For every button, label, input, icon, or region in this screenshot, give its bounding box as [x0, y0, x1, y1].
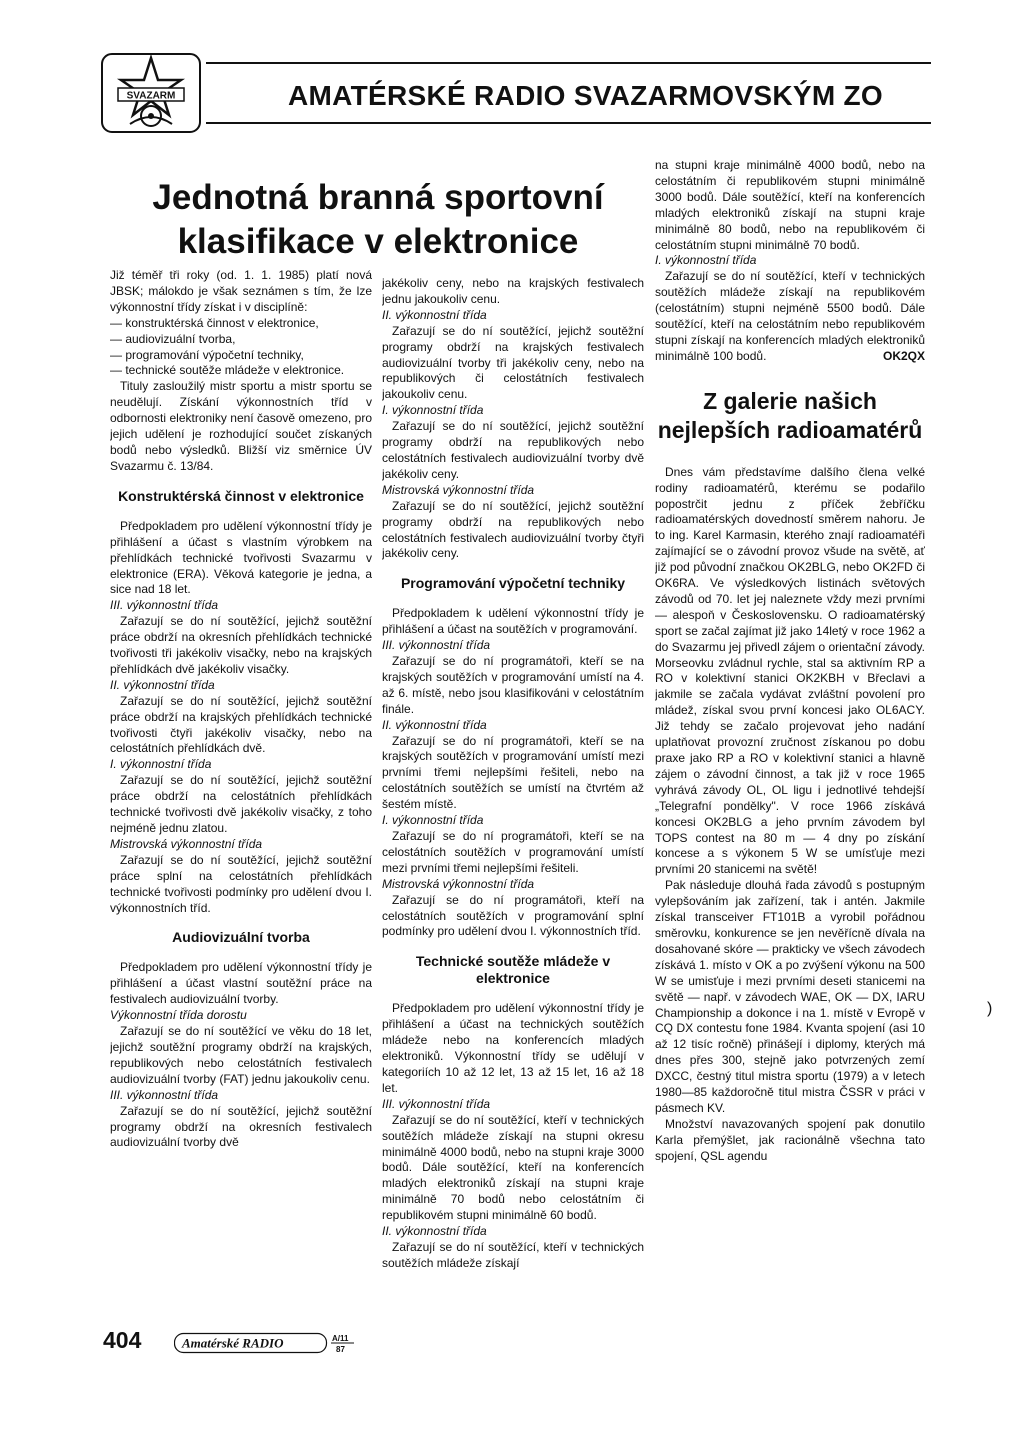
- class-text: Zařazují se do ní soutěžící, jejichž soutěžní práce obdrží na krajských přehlídkách technické tvořivosti čtyři jakékoliv visačky, nebo na celostátních přehlídkách dvě.: [110, 693, 372, 756]
- class-label: II. výkonnostní třída: [382, 307, 487, 322]
- class-text: Zařazují se do ní programátoři, kteří se na krajských soutěžích v programování umístí na 4. až 6. místě, nebo jsou klasifikováni v celostátním finále.: [382, 654, 644, 716]
- class-text: Zařazují se do ní soutěžící, jejichž soutěžní programy obdrží na okresních festivalech audiovizuální tvorby dvě: [110, 1103, 372, 1150]
- class-text: Zařazují se do ní soutěžící, jejichž soutěžní programy obdrží na krajských festivalech audiovizuální tvorby tři jakékoliv ceny, nebo na republikových či celostátních festivalech jakoukoliv cenu.: [382, 323, 644, 402]
- discipline-item: — technické soutěže mládeže v elektronice.: [110, 363, 345, 378]
- class-label: III. výkonnostní třída: [110, 1087, 219, 1102]
- class-label: III. výkonnostní třída: [382, 638, 491, 653]
- class-text: Zařazují se do ní soutěžící, jejichž soutěžní práce obdrží na okresních přehlídkách technické tvořivosti tři jakékoliv visačky, nebo na krajských přehlídkách dvě jakékoliv visačky.: [110, 614, 372, 676]
- class-label: III. výkonnostní třída: [382, 1096, 491, 1111]
- class-label: II. výkonnostní třída: [110, 677, 215, 692]
- section-heading: Technické soutěže mládeže v elektronice: [415, 953, 611, 987]
- paragraph: Dnes vám představíme dalšího člena velké rodiny radioamatérů, kterému se podařilo popostrčit jednu z příček žebříčku radioamatérských dovedností směrem nahoru. Je to ing. Karel Karmasin, kterého znají radioamatéři zajímající se o závodní provoz všude na světě, ať již pod původní značkou OK2BLG, nebo OK2FD či OK6RA. Ve výsledkových listinách světových závodů od 70. let jej naleznete vždy mezi prvními — alespoň v Československu. O radioamatérský sport se začal zajímat již jako 14letý v roce 1962 a do Svazarmu jej přivedl zájem o orientační závody. Morseovku zvládnul rychle, stal sa aktivním RP a RO v kolektivní stanici OK2KBH v Břeclavi a jakmile se začala vydávat zvláštní povolení pro mládež, získal svou první koncesi jako OL6ACY. Již tehdy se začalo projevovat jeho nadání uplatňovat provozní zručnost získanou po dobu praxe jako RP a RO v kolektivní stanici a hlavně zájem o závodní činnost, a tak již v roce 1965 vyhrává závody OL, OL ligu i jednotlivé tehdejší „Telegrafní pondělky". V roce 1966 získává koncesi OK2BLG a jeho prvním závodem byl TOPS contest na 80 m — 4 dny po získání koncese a s výkonem 5 W se umísťuje mezi prvními 20 stanicemi na světě!: [655, 464, 925, 877]
- issue-number: A/11: [332, 1334, 349, 1343]
- intro-paragraph: Již téměř tři roky (od. 1. 1. 1985) platí nová JBSK; málokdo je však seznámen s tím, že lze výkonnostní třídy získat i v disciplíně:: [110, 268, 372, 314]
- class-label: II. výkonnostní třída: [382, 1224, 487, 1239]
- class-text: Zařazují se do ní programátoři, kteří na celostátních soutěžích v programování splní podmínky pro udělení dvou I. výkonnostních tříd.: [382, 892, 644, 939]
- class-label: I. výkonnostní třída: [110, 757, 212, 772]
- class-text: Zařazují se do ní soutěžící, jejichž soutěžní programy obdrží na republikových nebo celostátních festivalech audiovizuální tvorby čtyři jakékoliv ceny.: [382, 498, 644, 561]
- class-text: Zařazují se do ní soutěžící, kteří v technických soutěžích mládeže získají na stupni okresu minimálně 4000 bodů, nebo na stupni kraje 3000 bodů. Dále soutěžící, kteří na konferencích mladých elektroniků získají na stupni kraje minimálně 70 bodů nebo celostátním či republikovém stupni minimálně 60 bodů.: [382, 1112, 644, 1223]
- discipline-item: — konstruktérská činnost v elektronice,: [110, 315, 319, 330]
- column-1: [110, 268, 372, 1348]
- class-label: Mistrovská výkonnostní třída: [382, 482, 535, 497]
- author-signature: OK2QX: [882, 348, 925, 363]
- class-label: II. výkonnostní třída: [382, 717, 487, 732]
- section-heading: Konstruktérská činnost v elektronice: [118, 487, 364, 504]
- magazine-logo-text: Amatérské RADIO: [182, 1335, 284, 1351]
- paragraph: Předpokladem pro udělení výkonnostní třídy je přihlášení a účast s vlastním výrobkem na přehlídkách technické tvořivosti Svazarmu v elektronice (ERA). Věková kategorie je jedna, a sice nad 18 let.: [110, 518, 372, 597]
- class-text: Zařazují se do ní soutěžící, kteří v technických soutěžích mládeže získají na republikovém (celostátním) stupni nejméně 5500 bodů. Dále soutěžící, kteří na celostátním nebo republikovém stupni získají na konferencích mladých elektroniků minimálně 100 bodů.: [655, 269, 925, 363]
- svazarm-emblem-icon: [100, 52, 202, 134]
- section-heading-galerie: Z galerie našich nejlepších radioamatérů: [657, 387, 923, 443]
- paragraph: jakékoliv ceny, nebo na krajských festivalech jednu jakoukoliv cenu.: [382, 276, 644, 306]
- class-label: III. výkonnostní třída: [110, 598, 219, 613]
- paragraph: Množství navazovaných spojení pak donutilo Karla přemýšlet, jak racionálně všechna tato spojení, QSL agendu: [655, 1116, 925, 1163]
- margin-mark: ): [987, 1000, 993, 1017]
- svazarm-logo: [100, 52, 202, 134]
- issue-year: 87: [336, 1345, 345, 1354]
- header-rule-bottom: [206, 122, 931, 124]
- class-text: Zařazují se do ní programátoři, kteří se na krajských soutěžích v programování umístí mezi prvními třemi nejlepšími řešiteli, nebo na celostátních soutěžích se umístí na čtvrtém až šestém místě.: [382, 733, 644, 812]
- class-label: Mistrovská výkonnostní třída: [382, 876, 535, 891]
- section-heading: Audiovizuální tvorba: [172, 929, 310, 946]
- paragraph: Předpokladem pro udělení výkonnostní třídy je přihlášení a účast na technických soutěžích mládeže nebo na konferencích mladých elektroniků. Výkonnostní třídy se udělují v kategoriích 10 až 12 let, 13 až 15 let, 16 až 18 let.: [382, 1001, 644, 1095]
- column-2: [382, 276, 644, 1386]
- discipline-item: — programování výpočetní techniky,: [110, 347, 304, 362]
- article-title-line2: klasifikace v elektronice: [177, 222, 579, 261]
- section-heading: Programování výpočetní techniky: [400, 575, 626, 592]
- class-text: Zařazují se do ní soutěžící, jejichž soutěžní programy obdrží na republikových nebo celostátních festivalech audiovizuální tvorby dvě jakékoliv ceny.: [382, 419, 644, 481]
- logo-text: SVAZARM: [126, 90, 176, 102]
- paragraph: Předpokladem k udělení výkonnostní třídy je přihlášení a účast na soutěžích v programování.: [382, 606, 644, 637]
- class-text: Zařazují se do ní soutěžící, kteří v technických soutěžích mládeže získají: [382, 1239, 644, 1270]
- class-label: I. výkonnostní třída: [655, 253, 757, 268]
- amaterske-radio-logo-icon: [174, 1332, 366, 1354]
- paragraph: Pak následuje dlouhá řada závodů s postupným vylepšováním jak zařízení, tak i antén. Jakmile získal transceiver FT101B a vyrobil pořádnou směrovku, konkurence se jen nevěřícně dívala na dosahované skóre — prakticky ve všech závodech získává 1. místo v OK a po zvýšení výkonu na 500 W se umisťuje i mezi prvními deseti stanicemi na světě — např. v závodech WAE, OK — DX, IARU Championship a dokonce i na 1. místě v Evropě v CQ DX contestu fone 1984. Kvanta spojení (asi 10 až 12 tisíc ročně) přinášejí i diplomy, kterých má dnes přes 300, stejně jako potvrzených zemí DXCC, čestný titul mistra sportu (1979) a v letech 1980—85 každoročně titul mistra ČSSR v práci v pásmech KV.: [655, 878, 925, 1115]
- class-text: Zařazují se do ní programátoři, kteří se na celostátních soutěžích v programování umístí mezi prvními třemi nejlepšími řešiteli.: [382, 829, 644, 875]
- class-text: Zařazují se do ní soutěžící, jejichž soutěžní práce splní na celostátních přehlídkách technické tvořivosti podmínky pro udělení dvou I. výkonnostních tříd.: [110, 852, 372, 915]
- class-label: Mistrovská výkonnostní třída: [110, 836, 263, 851]
- class-label: Výkonnostní třída dorostu: [110, 1008, 247, 1023]
- class-text: Zařazují se do ní soutěžící, jejichž soutěžní práce obdrží na celostátních přehlídkách technické tvořivosti dvě jakékoliv visačky, z toho nejméně jednu zlatou.: [110, 773, 372, 835]
- column-3: [655, 158, 925, 1398]
- paragraph: Tituly zasloužilý mistr sportu a mistr sportu se neudělují. Získání výkonnostních tříd v odbornosti elektroniky není časově omezeno, pro jejich udělení je rozhodující součet získaných bodů nebo výsledků. Bližší viz směrnice ÚV Svazarmu č. 13/84.: [110, 379, 372, 473]
- article-title: [118, 176, 638, 264]
- class-text: Zařazují se do ní soutěžící ve věku do 18 let, jejichž soutěžní programy obdrží na krajských, republikových nebo celostátních festivalech audiovizuální tvorby (FAT) jednu jakoukoliv cenu.: [110, 1024, 372, 1086]
- discipline-item: — audiovizuální tvorba,: [110, 331, 236, 346]
- class-label: I. výkonnostní třída: [382, 403, 484, 418]
- header-rule-top: [206, 62, 931, 64]
- paragraph: na stupni kraje minimálně 4000 bodů, nebo na celostátním či republikovém stupni minimálně 3000 bodů. Dále soutěžící, kteří na konferencích mladých elektroniků získají na stupni kraje minimálně 80 bodů, nebo na republikovém či celostátním stupni minimálně 70 bodů.: [655, 158, 925, 252]
- magazine-logo: [174, 1332, 366, 1354]
- header-title: AMATÉRSKÉ RADIO SVAZARMOVSKÝM ZO: [288, 80, 884, 111]
- class-label: I. výkonnostní třída: [382, 813, 484, 828]
- page-number: 404: [103, 1327, 142, 1353]
- article-title-line1: Jednotná branná sportovní: [152, 178, 604, 217]
- paragraph: Předpokladem pro udělení výkonnostní třídy je přihlášení a účast vlastní soutěžní práce na festivalech audiovizuální tvorby.: [110, 960, 372, 1007]
